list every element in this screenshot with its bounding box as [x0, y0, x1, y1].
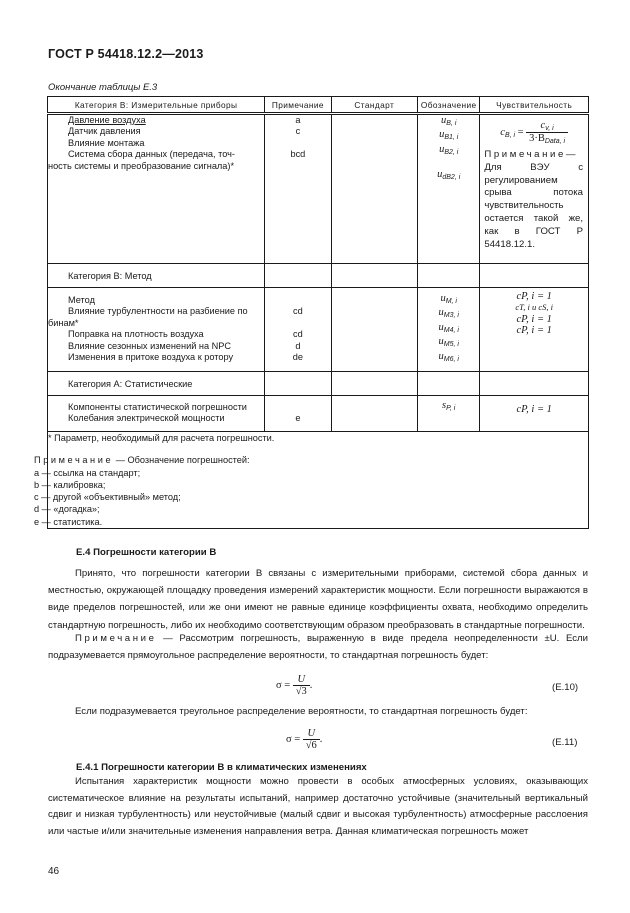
legend-item: b — калибровка; — [34, 479, 106, 490]
symbol: u — [439, 129, 445, 141]
paragraph-text: Принято, что погрешности категории В связаны с измерительными приборами, системой сбора данных и местностью, окружающей площадку проведения измерений характеристик мощности. Если погрешности выражаются в виде пределов погрешностей, или же они имеют не равные единице коэффициенты охвата, необходимо определить стандартную погрешность, либо их необходимо соответствующим образом преобразовать в стандартные погрешности. — [48, 568, 588, 631]
table-caption: Окончание таблицы Е.3 — [48, 82, 158, 93]
empty-cell — [331, 264, 417, 288]
empty-cell — [480, 264, 589, 288]
symbol-subscript: M5, i — [443, 341, 459, 349]
legend-item: a — ссылка на стандарт; — [34, 467, 141, 478]
note-text: — Для ВЭУ с регулированием срыва потока чувствительность остается такой же, как в ГОСТ Р 54418.12.1. — [484, 149, 583, 250]
sensitivity-value: cP, i = 1 — [516, 325, 552, 337]
parameter-label: Метод — [68, 295, 95, 305]
note-code — [265, 295, 330, 306]
sensitivity-cell — [480, 288, 589, 372]
fraction — [526, 120, 568, 145]
fraction — [293, 674, 310, 697]
paragraph-e4 — [48, 565, 588, 634]
paragraph-e41 — [48, 774, 588, 840]
equation-number: (Е.11) — [552, 737, 578, 748]
column-header: Стандарт — [331, 97, 417, 114]
symbol: u — [438, 336, 444, 348]
note-code: d — [295, 340, 301, 351]
paragraph-triangular — [48, 703, 588, 720]
legend-item: d — «догадка»; — [34, 504, 100, 515]
equation-number: (Е.10) — [552, 682, 579, 693]
numerator: U — [293, 674, 310, 686]
note-label: Примечание — [484, 149, 566, 160]
symbol-subscript: B, i — [446, 120, 457, 127]
parameter-label: Влияние турбулентности на разбиение по — [68, 306, 248, 317]
parameter-label: Влияние монтажа — [68, 137, 145, 148]
sensitivity-value: cT, i и cS, i — [515, 302, 553, 313]
section-title: Категория А: Статистические — [48, 372, 265, 396]
equation-e10: σ = $\frac{U}{√3}$ . — [276, 674, 313, 697]
numerator-sub: v, i — [545, 125, 554, 132]
note-text: — Рассмотрим погрешность, выраженную в виде предела неопределенности ±U. Если подразумевается прямоугольное распределение вероятности, то стандартная погрешность будет: — [48, 633, 588, 662]
table-footer-row — [48, 432, 589, 529]
legend-title — [34, 454, 588, 466]
note-code: bcd — [290, 149, 306, 160]
section-row-method — [48, 264, 589, 288]
fraction — [303, 728, 320, 751]
parameter-label: бинам* — [48, 317, 79, 328]
sensitivity-cell — [480, 114, 589, 264]
formula-lhs-sub: B, i — [504, 131, 516, 139]
symbol-subscript: P, i — [446, 405, 456, 412]
parameter-label: Изменения в притоке воздуха к ротору — [68, 352, 234, 363]
parameter-label: Датчик давления — [68, 126, 141, 137]
symbol: u — [438, 350, 444, 362]
denominator: 3·B — [529, 133, 545, 144]
note-code: de — [292, 352, 303, 363]
parameter-label: Колебания электрической мощности — [68, 413, 225, 424]
note-label: Примечание — [34, 455, 114, 466]
sensitivity-formula — [480, 120, 588, 145]
legend — [34, 454, 588, 528]
parameter-label: Система сбора данных (передача, точ- — [68, 149, 235, 160]
table-header-row — [48, 97, 589, 114]
symbol-subscript: M3, i — [443, 312, 459, 320]
denominator-sub: Data, i — [544, 138, 566, 145]
note-cell — [265, 114, 331, 264]
uncertainty-table — [34, 96, 589, 529]
sqrt-icon: √ — [305, 740, 312, 751]
symbol: u — [440, 293, 446, 304]
numerator: c — [540, 120, 546, 131]
sensitivity-value: cP, i = 1 — [516, 404, 552, 415]
symbol-subscript: B1, i — [444, 134, 459, 142]
parameter-label: Давление воздуха — [68, 115, 146, 125]
parameter-cell — [48, 114, 265, 264]
note-code: cd — [293, 306, 303, 317]
symbol-subscript: M, i — [445, 298, 457, 305]
parameter-label: Поправка на плотность воздуха — [68, 329, 204, 340]
symbol-cell — [418, 114, 480, 264]
section-heading-e4: Е.4 Погрешности категории В — [76, 547, 217, 558]
sensitivity-note — [480, 149, 588, 251]
parameter-label: Влияние сезонных изменений на NPC — [68, 340, 232, 351]
table-row-pressure — [48, 114, 589, 264]
section-row-statistical — [48, 372, 589, 396]
standard-cell — [331, 114, 417, 264]
sensitivity-cell — [480, 396, 589, 432]
table-notes — [34, 432, 589, 529]
paragraph-text: Если подразумевается треугольное распределение вероятности, то стандартная погрешность будет: — [75, 706, 528, 717]
column-header: Чувствительность — [480, 97, 589, 114]
note-label: Примечание — [75, 633, 157, 644]
footnote: * Параметр, необходимый для расчета погрешности. — [48, 433, 275, 443]
symbol-subscript: M6, i — [443, 355, 459, 363]
legend-item: e — статистика. — [34, 516, 103, 527]
column-header: Категория В: Измерительные приборы — [48, 97, 265, 114]
column-header: Обозначение — [418, 97, 480, 114]
symbol-subscript: B2, i — [444, 148, 459, 156]
symbol: u — [438, 321, 444, 333]
empty-cell — [331, 372, 417, 396]
denominator: 6 — [311, 740, 317, 751]
standard-cell — [331, 288, 417, 372]
page-number: 46 — [48, 866, 60, 877]
note-code: a — [295, 115, 301, 125]
section-heading-e41: Е.4.1 Погрешности категории В в климатических изменениях — [76, 762, 367, 773]
parameter-cell — [48, 288, 265, 372]
equation-e11: σ = $\frac{U}{√6}$ . — [286, 728, 323, 751]
equation-lhs: σ = — [276, 679, 291, 691]
equals-sign: = — [517, 126, 524, 138]
section-title: Категория В: Метод — [48, 264, 265, 288]
empty-cell — [265, 264, 331, 288]
symbol-subscript: dB2, i — [442, 174, 461, 182]
symbol: u — [437, 169, 443, 181]
symbol-subscript: M4, i — [443, 326, 459, 334]
sqrt-icon: √ — [295, 686, 302, 697]
parameter-cell — [48, 396, 265, 432]
note-code: c — [295, 126, 301, 137]
legend-item: c — другой «объективный» метод; — [34, 492, 181, 503]
symbol: s — [442, 400, 447, 411]
sensitivity-value: cP, i = 1 — [516, 313, 552, 325]
sensitivity-value: cP, i = 1 — [516, 291, 552, 302]
symbol: u — [438, 307, 444, 319]
standard-cell — [331, 396, 417, 432]
note-code: e — [295, 413, 301, 424]
table-row-method — [48, 288, 589, 372]
note-cell — [265, 288, 331, 372]
empty-cell — [418, 372, 480, 396]
column-header: Примечание — [265, 97, 331, 114]
symbol-cell — [418, 396, 480, 432]
numerator: U — [303, 728, 320, 740]
empty-cell — [480, 372, 589, 396]
note-code — [265, 318, 330, 329]
parameter-label: Компоненты статистической погрешности — [68, 402, 247, 412]
note-cell — [265, 396, 331, 432]
empty-cell — [418, 264, 480, 288]
symbol: u — [441, 115, 447, 126]
note-code: cd — [293, 329, 303, 340]
note-code — [265, 402, 330, 413]
note-e4 — [48, 630, 588, 664]
note-text: — Обозначение погрешностей: — [115, 455, 250, 466]
document-code: ГОСТ Р 54418.12.2—2013 — [48, 47, 204, 61]
parameter-label: ность системы и преобразование сигнала)* — [48, 160, 235, 171]
table-row-statistical — [48, 396, 589, 432]
equation-lhs: σ = — [286, 733, 301, 745]
denominator: 3 — [301, 686, 307, 697]
symbol-cell — [418, 288, 480, 372]
empty-cell — [265, 372, 331, 396]
symbol: u — [439, 143, 445, 155]
paragraph-text: Испытания характеристик мощности можно провести в особых атмосферных условиях, оказывающих систематическое влияние на результаты испытаний, например достаточно устойчивые (значительный вертикальный сдвиг и низкая турбулентность) или неустойчивые (малый сдвиг и высокая турбулентность) атмосферные расслоения или частые и/или значительные изменения направления ветра. Данная климатическая погрешность может — [48, 776, 588, 837]
formula-lhs: c — [500, 126, 505, 138]
note-code — [265, 138, 330, 149]
